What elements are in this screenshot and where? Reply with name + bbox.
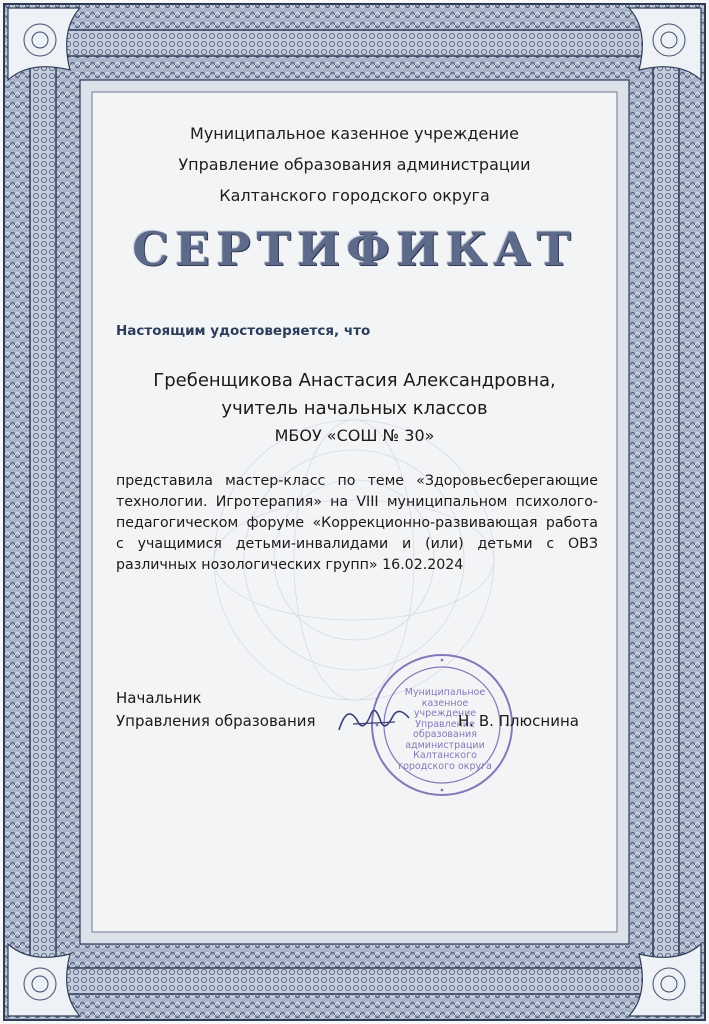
stamp-text: Муниципальное казенное учреждение Управление образования администрации Калтанского городского округа bbox=[398, 687, 492, 772]
certificate-body: представила мастер-класс по теме «Здоровьесберегающие технологии. Игротерапия» на VIII муниципальном психолого-педагогическом форуме «Коррекционно-развивающая работа с учащимися детьми-инвалидами и (или) детьми с ОВЗ различных нозологических групп» 16.02.2024 bbox=[116, 473, 598, 573]
header-line-2: Управление образования администрации bbox=[178, 155, 531, 174]
signer-title-line-2: Управления образования bbox=[116, 712, 316, 730]
recipient-school: МБОУ «СОШ № 30» bbox=[274, 426, 435, 445]
signer-title-line-1: Начальник bbox=[116, 689, 202, 707]
recipient-name: Гребенщикова Анастасия Александровна, bbox=[153, 370, 556, 391]
signer-name: Н. В. Плюснина bbox=[458, 712, 579, 730]
recipient-position: учитель начальных классов bbox=[221, 398, 488, 419]
certificate-title: СЕРТИФИКАТ bbox=[132, 222, 577, 276]
handwritten-signature bbox=[335, 700, 415, 740]
header-line-1: Муниципальное казенное учреждение bbox=[190, 124, 519, 143]
header-line-3: Калтанского городского округа bbox=[219, 186, 490, 205]
certify-statement: Настоящим удостоверяется, что bbox=[116, 323, 371, 339]
